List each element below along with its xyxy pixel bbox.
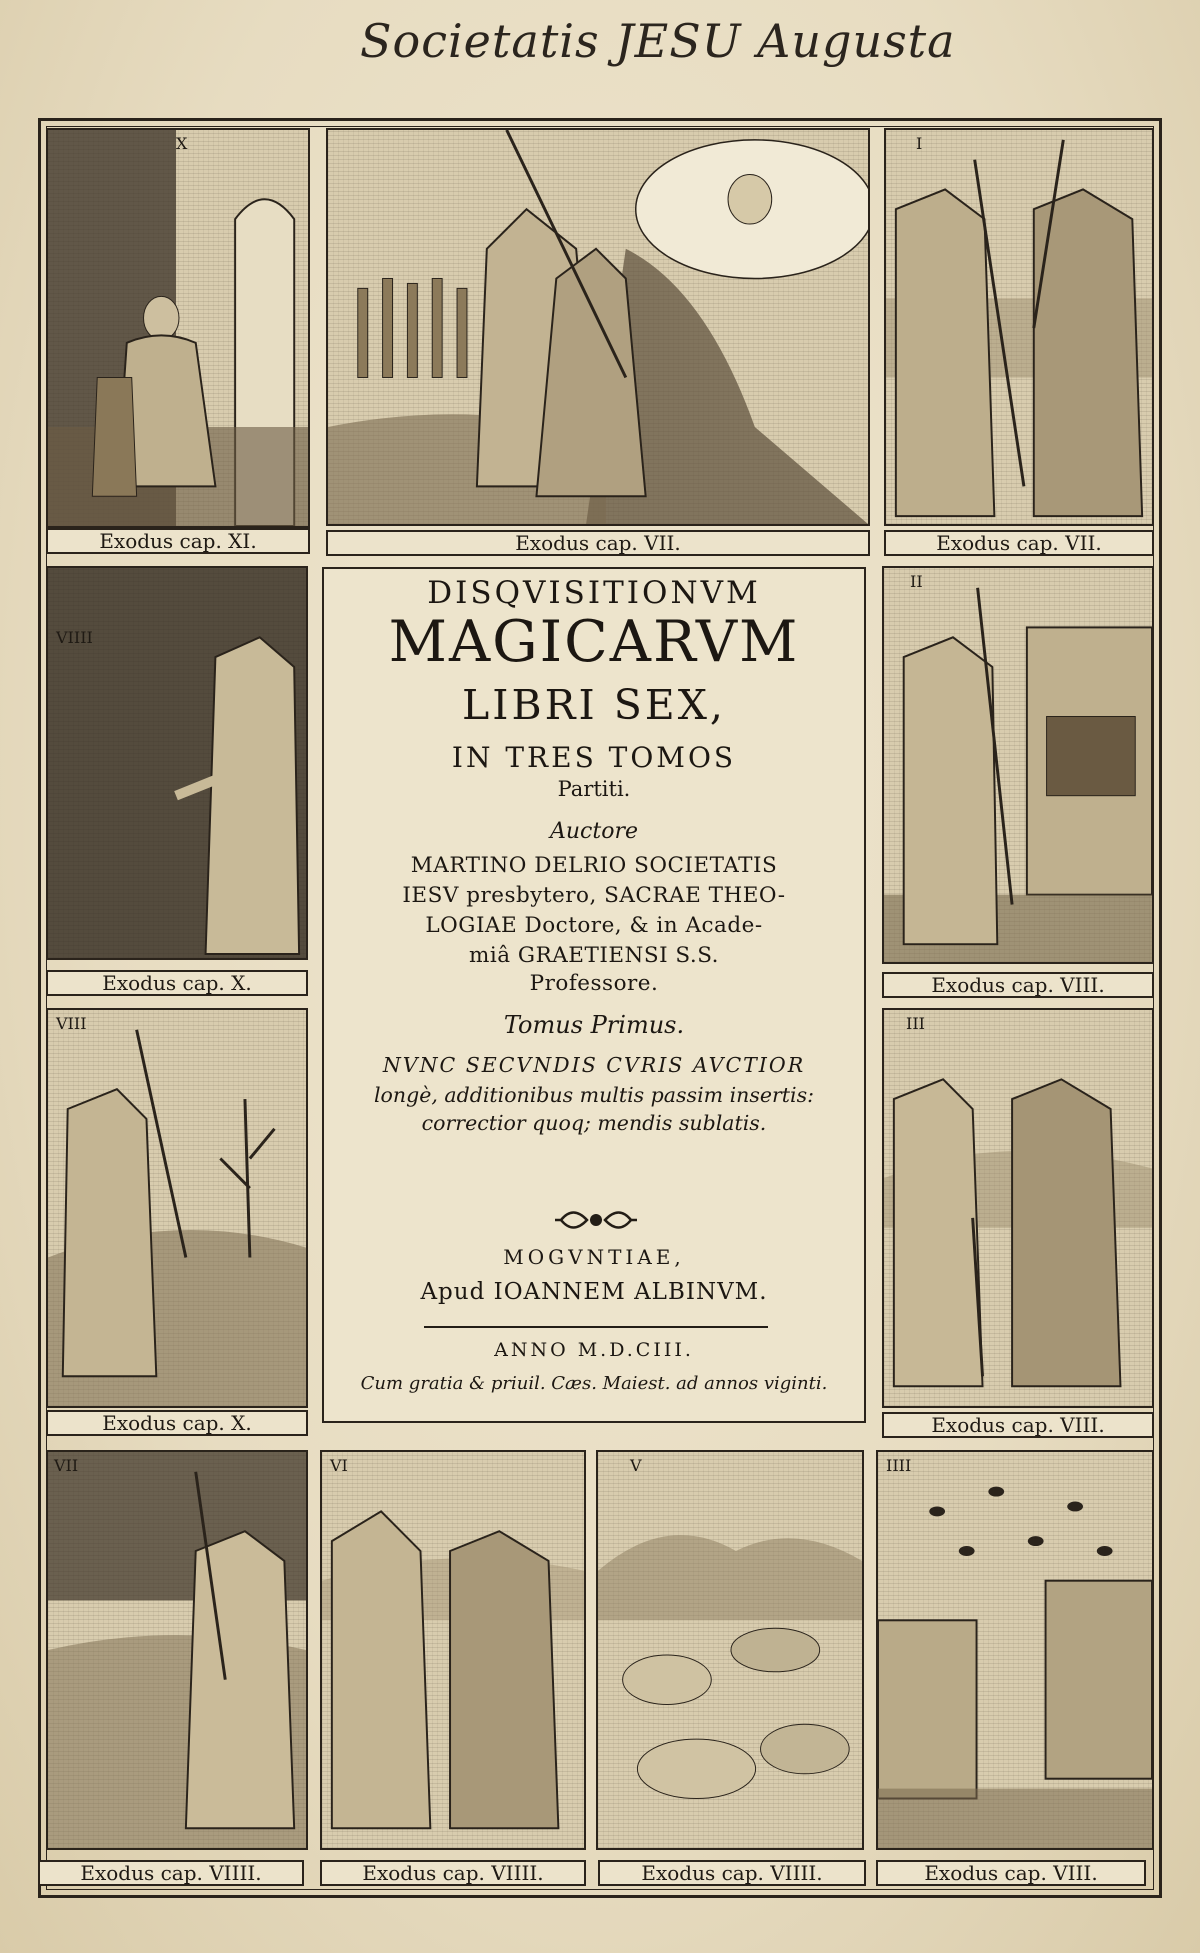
edition-line-1: NVNC SECVNDIS CVRIS AVCTIOR: [382, 1053, 806, 1077]
plate-frogs: [882, 566, 1154, 964]
imprint-place: MOGVNTIAE,: [503, 1245, 685, 1269]
edition-line-2: longè, additionibus multis passim insertis:: [373, 1083, 815, 1107]
swarms-illustration: [878, 1452, 1152, 1848]
title-main: MAGICARVM: [388, 609, 800, 675]
plate-darkness: [46, 566, 308, 960]
imprint-year: ANNO M.D.CIII.: [494, 1339, 694, 1361]
plate-caption: Exodus cap. VII.: [326, 530, 870, 556]
moses-pharaoh-illustration: [886, 130, 1152, 524]
edition-line-3: correctior quoq; mendis sublatis.: [421, 1111, 767, 1135]
plate-caption: Exodus cap. VIII.: [882, 972, 1154, 998]
handwritten-inscription: Societatis JESU Augusta: [360, 14, 956, 68]
plate-pharaoh-throne: [46, 128, 310, 528]
plate-numeral: X: [176, 134, 188, 153]
auctore-label: Auctore: [550, 819, 638, 844]
plate-hail: [46, 1450, 308, 1850]
title-line-5: Partiti.: [557, 777, 631, 801]
plate-caption: Exodus cap. VIIII.: [598, 1860, 866, 1886]
plate-caption: Exodus cap. VIII.: [882, 1412, 1154, 1438]
plate-numeral: V: [630, 1456, 642, 1475]
plate-caption: Exodus cap. XI.: [46, 528, 310, 554]
plate-caption: Exodus cap. VIIII.: [320, 1860, 586, 1886]
title-line-1: DISQVISITIONVM: [427, 575, 761, 611]
imprint-rule: [424, 1326, 768, 1328]
ornament-fleuron: [553, 1201, 639, 1239]
author-line-4: miâ GRAETIENSI S.S.: [469, 943, 719, 968]
plate-numeral: VII: [54, 1456, 79, 1475]
plate-caption: Exodus cap. X.: [46, 970, 308, 996]
plate-livestock: [596, 1450, 864, 1850]
pharaoh-throne-illustration: [48, 130, 308, 526]
plate-flies: [882, 1008, 1154, 1408]
volume-label: Tomus Primus.: [503, 1011, 685, 1039]
plate-numeral: III: [906, 1014, 925, 1033]
plate-numeral: VIII: [56, 1014, 87, 1033]
plate-swarms: [876, 1450, 1154, 1850]
darkness-illustration: [48, 568, 306, 958]
moses-aaron-illustration: [328, 130, 868, 524]
plate-numeral: I: [916, 134, 923, 153]
title-line-4: IN TRES TOMOS: [451, 741, 737, 774]
plate-caption: Exodus cap. VII.: [884, 530, 1154, 556]
author-line-2: IESV presbytero, SACRAE THEO-: [402, 883, 786, 908]
author-line-1: MARTINO DELRIO SOCIETATIS: [410, 853, 778, 878]
boils-illustration: [322, 1452, 584, 1848]
author-line-5: Professore.: [529, 971, 659, 996]
plate-locusts: [46, 1008, 308, 1408]
locusts-illustration: [48, 1010, 306, 1406]
plate-caption: Exodus cap. X.: [46, 1410, 308, 1436]
hail-illustration: [48, 1452, 306, 1848]
frogs-illustration: [884, 568, 1152, 962]
flies-illustration: [884, 1010, 1152, 1406]
plate-numeral: II: [910, 572, 923, 591]
title-panel: [322, 567, 866, 1423]
imprint-privilege: Cum gratia & priuil. Cæs. Maiest. ad annos viginti.: [360, 1373, 828, 1394]
imprint-publisher: Apud IOANNEM ALBINVM.: [420, 1279, 768, 1305]
author-line-3: LOGIAE Doctore, & in Acade-: [425, 913, 763, 938]
livestock-illustration: [598, 1452, 862, 1848]
plate-numeral: VI: [330, 1456, 348, 1475]
plate-numeral: VIIII: [56, 628, 93, 647]
plate-caption: Exodus cap. VIII.: [876, 1860, 1146, 1886]
plate-boils: [320, 1450, 586, 1850]
plate-moses-before-pharaoh: [884, 128, 1154, 526]
plate-moses-aaron-god: [326, 128, 870, 526]
title-line-3: LIBRI SEX,: [462, 681, 726, 729]
plate-numeral: IIII: [886, 1456, 912, 1475]
plate-caption: Exodus cap. VIIII.: [38, 1860, 304, 1886]
